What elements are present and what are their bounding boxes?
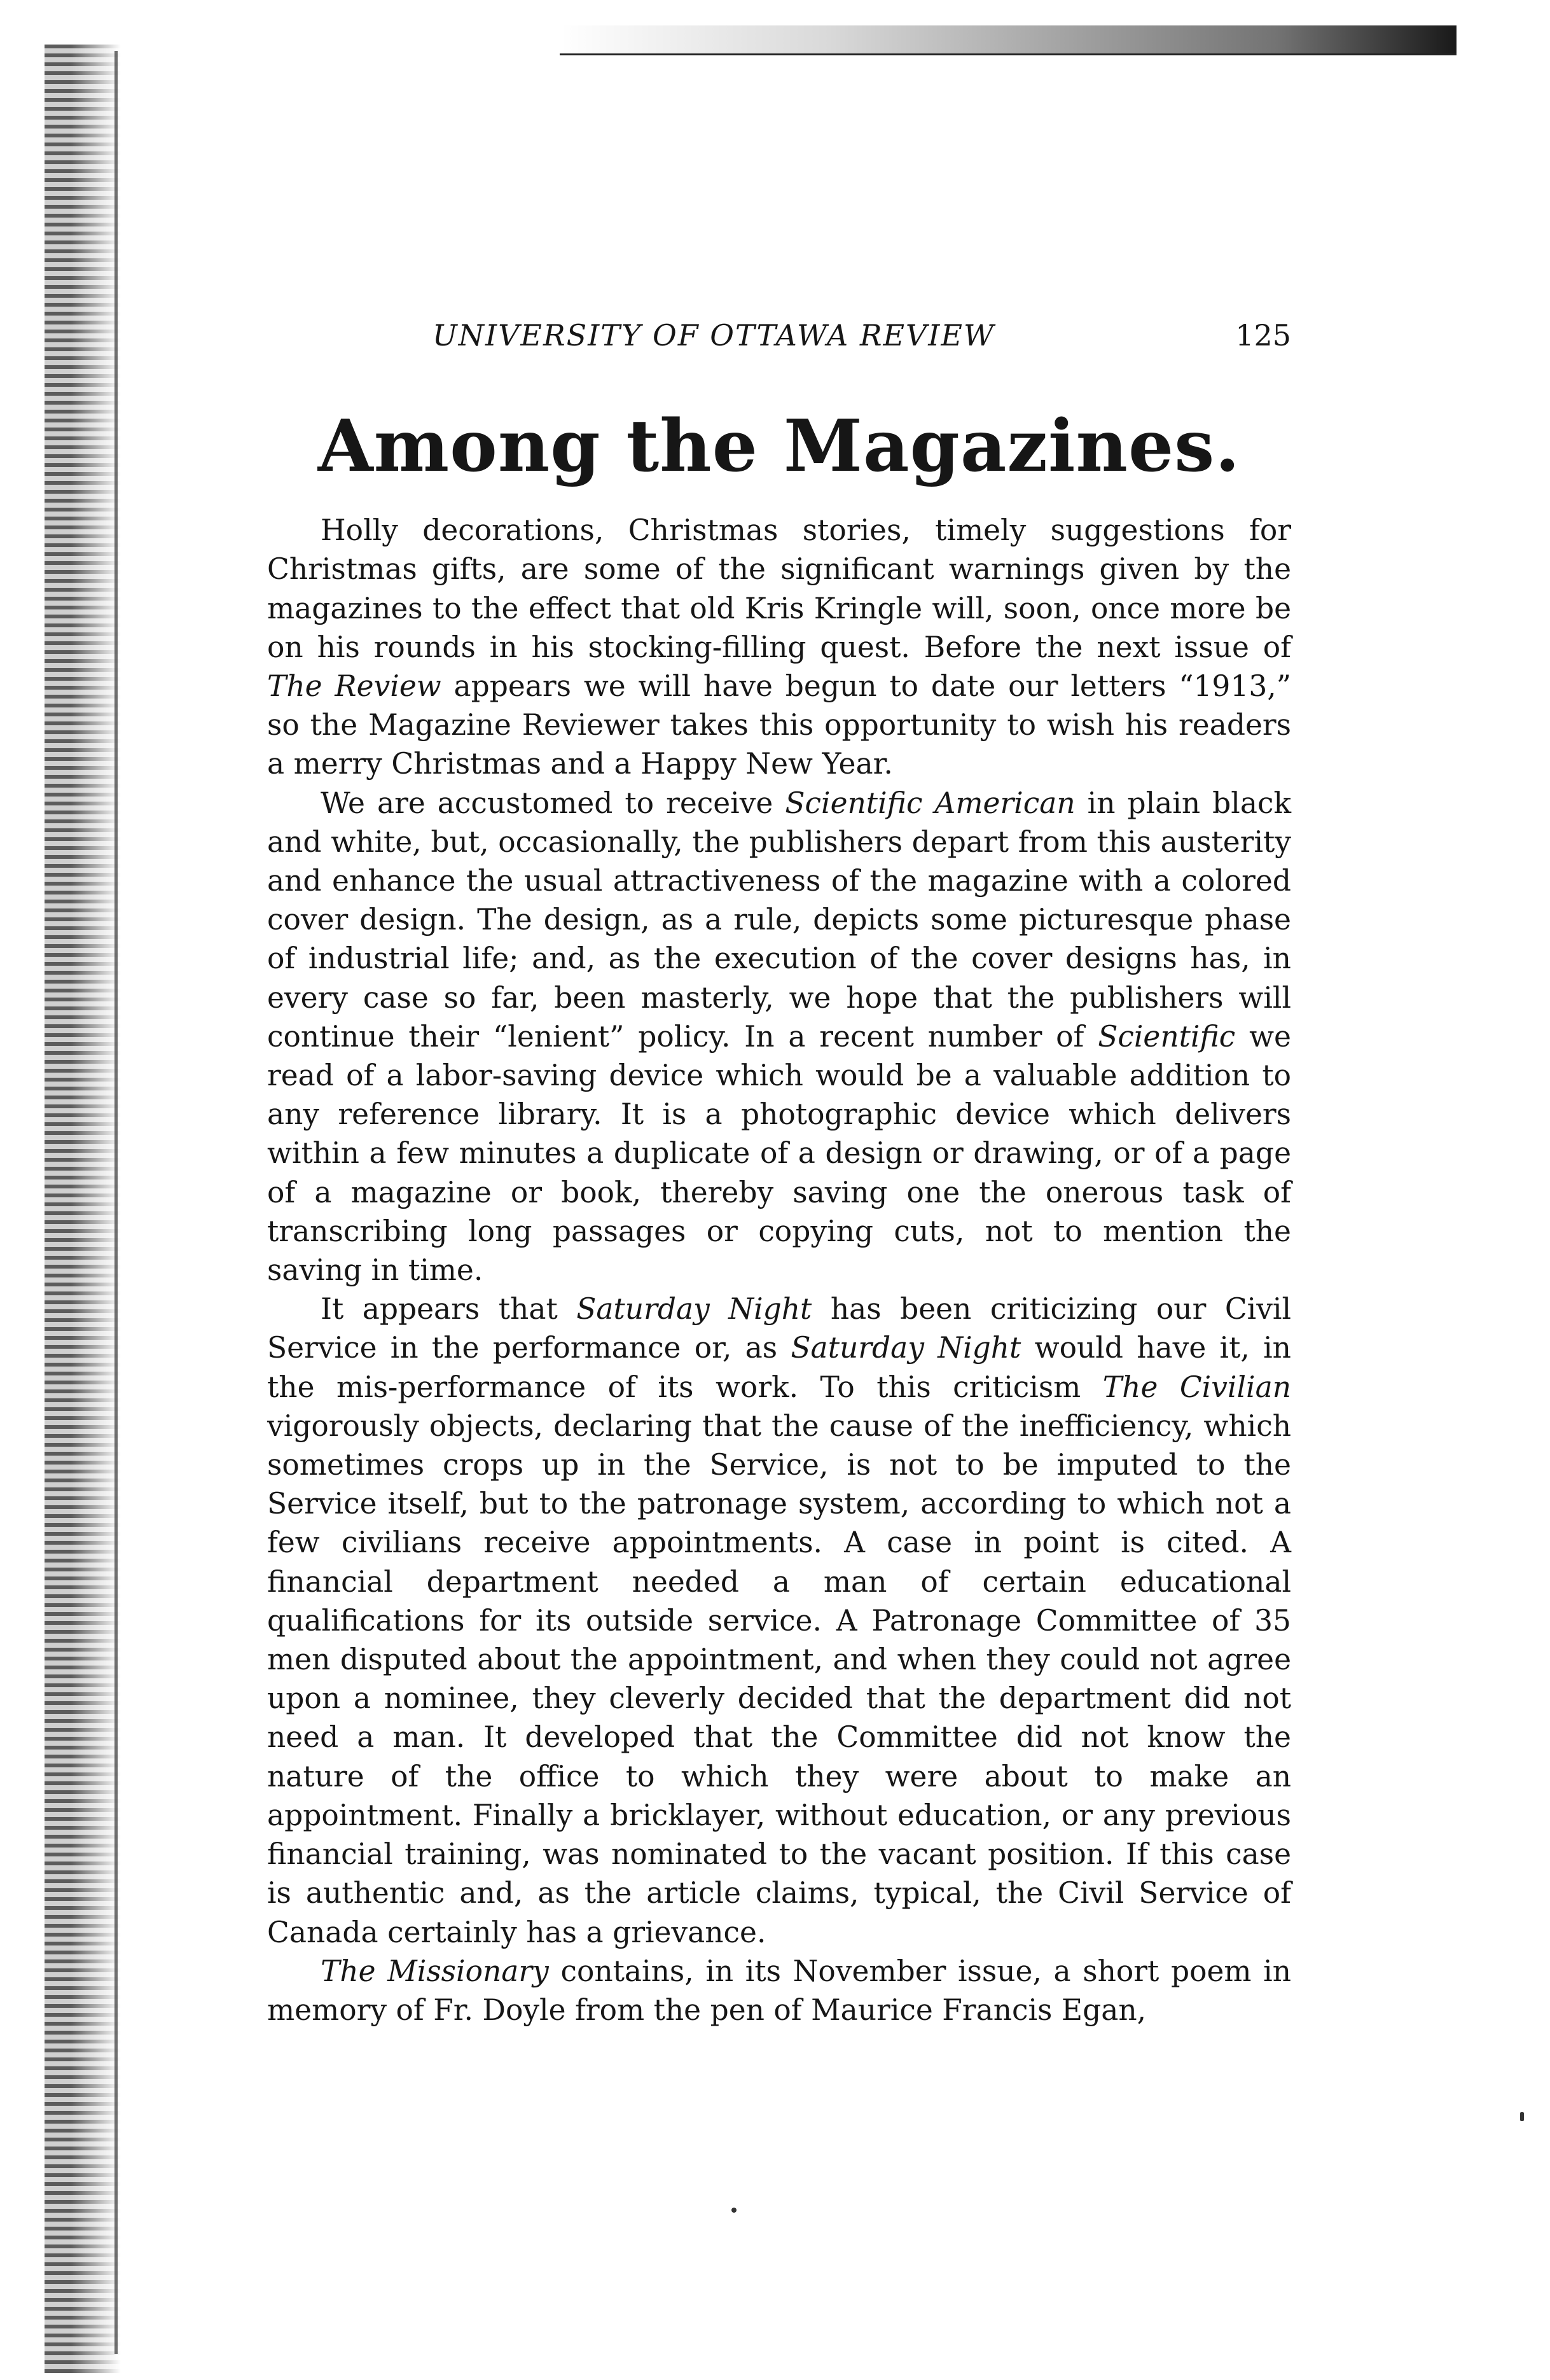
text-run: in plain black and white, but, occasionally, the publishers depart from this austerity and enhance the usual attractiveness of the magazine with a colored cover design. The design, as a rule, depicts some picturesque phase of industrial life; and, as the execution of the cover designs has, in every case so far, been masterly, we hope that the publishers will continue their “lenient” policy. In a recent number of	[267, 786, 1292, 1054]
italic-title: The Missionary	[321, 1954, 549, 1988]
section-title: Among the Magazines.	[317, 405, 1241, 488]
running-head	[267, 318, 1291, 369]
italic-title: The Review	[267, 669, 441, 703]
text-run: We are accustomed to receive	[321, 786, 785, 820]
paragraph	[267, 511, 1291, 783]
text-run: has been criticizing our Civil Service in the performance or, as	[267, 1292, 1291, 1365]
italic-title: Saturday Night	[576, 1292, 812, 1326]
paragraph	[267, 784, 1291, 1290]
journal-title: UNIVERSITY OF OTTAWA REVIEW	[432, 318, 995, 352]
italic-title: Saturday Night	[791, 1331, 1021, 1365]
scan-speck	[731, 2208, 737, 2213]
text-run: It appears that	[321, 1292, 577, 1326]
text-run: vigorously objects, declaring that the cause of the inefficiency, which sometimes crops up in the Service, is not to be imputed to the Service itself, but to the patronage system, according to which not a few civilians receive appointments. A case in point is cited. A financial department needed a man of certain educational qualifications for its outside service. A Patronage Committee of 35 men disputed about the appointment, and when they could not agree upon a nominee, they cleverly decided that the department did not need a man. It developed that the Committee did not know the nature of the office to which they were about to make an appointment. Finally a bricklayer, without education, or any previous financial training, was nominated to the vacant position. If this case is authentic and, as the article claims, typical, the Civil Service of Canada certainly has a grievance.	[267, 1409, 1291, 1949]
italic-title: Scientific	[1098, 1019, 1236, 1054]
text-run: we read of a labor-saving device which would be a valuable addition to any reference library. It is a photographic device which delivers within a few minutes a duplicate of a design or drawing, or of a page of a magazine or book, thereby saving one the onerous task of transcribing long passages or copying cuts, not to mention the saving in time.	[267, 1019, 1291, 1288]
page-content	[267, 318, 1291, 2029]
italic-title: The Civilian	[1102, 1370, 1291, 1404]
article-body	[267, 511, 1291, 2029]
paragraph	[267, 1290, 1291, 1951]
text-run: Holly decorations, Christmas stories, timely suggestions for Christmas gifts, are some of the significant warnings given by the magazines to the effect that old Kris Kringle will, soon, once more be on his rounds in his stocking-filling quest. Before the next issue of	[267, 513, 1291, 664]
scan-binding-line	[114, 51, 118, 2354]
scan-binding-shadow	[45, 45, 121, 2373]
scan-speck	[1520, 2112, 1524, 2121]
text-run: contains, in its November issue, a short poem in memory of Fr. Doyle from the pen of Maurice Francis Egan,	[267, 1954, 1291, 2027]
text-run: appears we will have begun to date our letters “1913,” so the Magazine Reviewer takes this opportunity to wish his readers a merry Christmas and a Happy New Year.	[267, 669, 1292, 781]
italic-title: Scientific American	[785, 786, 1076, 820]
scan-top-smudge	[560, 25, 1457, 55]
page-number: 125	[1235, 318, 1291, 352]
text-run: would have it, in the mis-performance of its work. To this criticism	[267, 1331, 1291, 1404]
paragraph	[267, 1952, 1291, 2029]
